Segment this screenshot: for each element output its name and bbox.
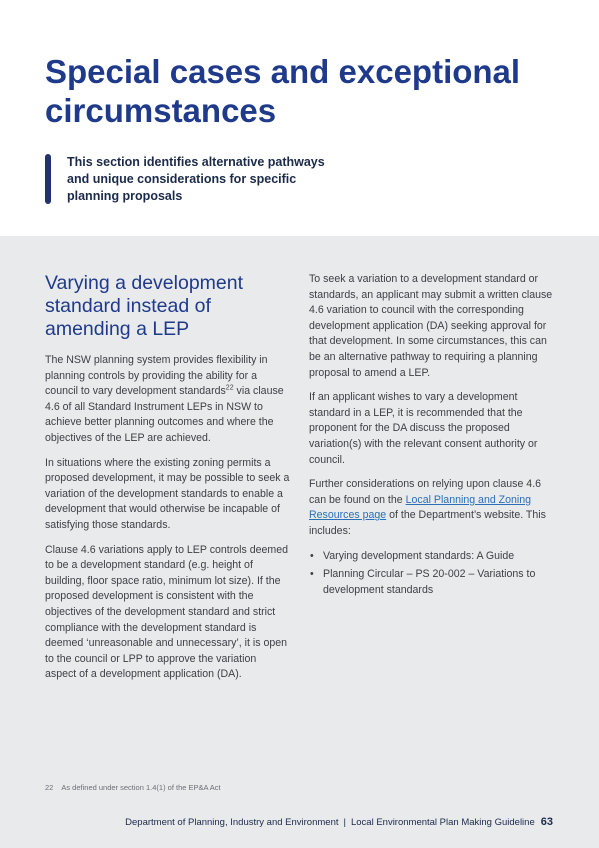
section-heading: Varying a development standard instead of amending a LEP xyxy=(45,272,244,340)
list-item-text: Planning Circular – PS 20-002 – Variations to development standards xyxy=(323,568,536,596)
left-paragraph-2: In situations where the existing zoning permits a proposed development, it may be possible to seek a variation of the development standards to enable a development that would otherwise be incapable of satisfying those standards. xyxy=(45,456,290,531)
page-footer xyxy=(125,815,553,830)
footnote-text: As defined under section 1.4(1) of the EP&A Act xyxy=(61,783,221,792)
left-paragraph-1 xyxy=(45,353,290,447)
bullet-icon: • xyxy=(310,549,314,562)
footer-guideline: Local Environmental Plan Making Guideline xyxy=(350,817,535,828)
footer-department: Department of Planning, Industry and Environment xyxy=(125,817,339,828)
footnote xyxy=(45,783,221,793)
left-paragraph-3: Clause 4.6 variations apply to LEP controls deemed to be a development standard (e.g. height of building, floor space ratio, minimum lot size). If the proposed development is consistent with the objectives of the development standard and strict compliance with the development standard is deemed ‘unreasonable and unnecessary’, it is open to the council or LPP to approve the variation aspect of a development application (DA). xyxy=(45,543,289,681)
right-paragraph-3 xyxy=(309,477,554,539)
list-item xyxy=(309,549,554,565)
page-title: Special cases and exceptional circumstances xyxy=(45,53,521,129)
footnote-number: 22 xyxy=(45,783,54,792)
right-column xyxy=(309,272,554,601)
footnote-reference[interactable]: 22 xyxy=(225,384,234,392)
list-item xyxy=(309,567,554,598)
right-paragraph-3-text-a: Further considerations on relying upon clause 4.6 can be found on the xyxy=(309,478,542,506)
left-column xyxy=(45,272,290,692)
list-item-text: Varying development standards: A Guide xyxy=(323,549,515,562)
resources-page-link[interactable]: Local Planning and Zoning Resources page xyxy=(309,493,532,522)
intro-text: This section identifies alternative pathways and unique considerations for specific planning proposals xyxy=(67,155,325,203)
right-paragraph-3-text-b: of the Department’s website. This includes: xyxy=(309,509,546,537)
bullet-icon: • xyxy=(310,568,314,581)
includes-list xyxy=(309,549,554,599)
intro-accent-bar xyxy=(45,154,51,204)
right-paragraph-1: To seek a variation to a development standard or standards, an applicant may submit a written clause 4.6 variation to council with the corresponding development application (DA) seeking approval for that development. In some circumstances, this can be an alternative pathway to requiring a planning proposal to amend a LEP. xyxy=(309,273,553,379)
page-number: 63 xyxy=(540,816,553,828)
footer-separator: | xyxy=(343,817,346,828)
right-paragraph-2: If an applicant wishes to vary a development standard in a LEP, it is recommended that the proponent for the DA discuss the proposed variation(s) with the relevant consent authority or council. xyxy=(309,391,538,466)
left-paragraph-1-text-a: The NSW planning system provides flexibility in planning controls by providing the ability for a council to vary development standards xyxy=(45,354,268,398)
left-paragraph-1-text-b: via clause 4.6 of all Standard Instrument LEPs in NSW to achieve better planning outcomes and where the objectives of the LEP are achieved. xyxy=(45,385,284,444)
